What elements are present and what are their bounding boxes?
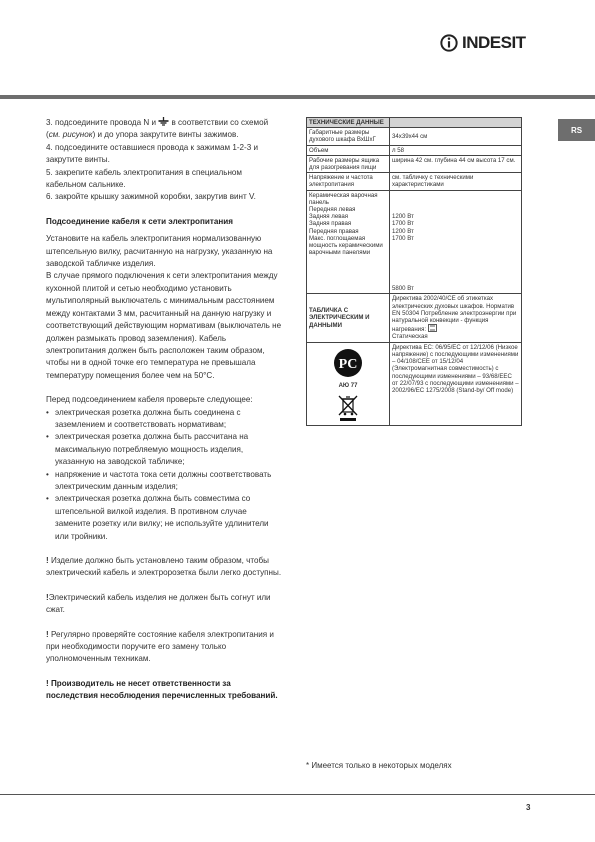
label-plate-text — [390, 294, 522, 342]
liability-disclaimer — [46, 678, 284, 703]
step-5: 5. закрепите кабель электропитания в специальном кабельном сальнике. — [46, 167, 242, 190]
warning-cable — [46, 592, 284, 617]
warning-inspection — [46, 629, 284, 666]
direct-connection-paragraph: В случае прямого подключения к сети электропитания между кухонной плитой и сетью необходимо установить мультиполярный выключатель с минимальным расстоянием между контактами 3 мм, расчитанный на данную нагрузку и соответствующий действующим нормативам (выключатель не должен размыкать провод заземления). Кабель электропитания должен быть расположен таким образом, чтобы ни в одной точке его температура не превышала температуру помещения более чем на 50°С. — [46, 271, 282, 380]
row-value: л 58 — [390, 145, 522, 155]
list-item: • напряжение и частота тока сети должны соответствовать электрическим данным изделия; — [46, 469, 284, 494]
warning-mark: ! — [46, 592, 49, 602]
figure-ref: см. рисунок — [48, 130, 93, 140]
checklist — [46, 407, 284, 543]
zone-label: Задняя правая — [309, 220, 352, 228]
warning-text: Регулярно проверяйте состояние кабеля электропитания и при необходимости поручите его замену только уполномоченным техникам. — [46, 629, 274, 664]
weee-crossed-bin-icon — [337, 394, 359, 422]
table-row — [307, 173, 522, 190]
row-label: Рабочие размеры ящика для разогревания пищи — [307, 155, 390, 172]
checklist-intro: Перед подсоединением кабеля проверьте следующее: — [46, 395, 253, 405]
warning-text: Производитель не несет ответственности за последствия несоблюдения перечисленных требований. — [46, 678, 278, 701]
warning-text: Изделие должно быть установлено таким образом, чтобы электрический кабель и электророзетка были легко доступны. — [46, 556, 282, 578]
warning-mark: ! — [46, 556, 49, 565]
zone-value: 1700 Вт — [392, 220, 414, 228]
connection-paragraph: Установите на кабель электропитания нормализованную штепсельную вилку, расчитанную на нагрузку, указанную на заводской табличке изделия. — [46, 234, 273, 269]
table-title-blank — [390, 118, 522, 128]
warning-mark: ! — [46, 678, 49, 688]
table-title: ТЕХНИЧЕСКИЕ ДАННЫЕ — [307, 118, 390, 128]
max-power-label: Макс. поглощаемая мощность керамическими варочными панелями — [309, 234, 383, 257]
brand-logo — [440, 32, 550, 54]
label-plate-row — [307, 294, 522, 342]
step-3-text-b: в соответствии со схемой ( — [46, 118, 269, 140]
installation-instructions — [46, 117, 284, 703]
max-power-value: 5800 Вт — [392, 285, 414, 293]
certification-row — [307, 342, 522, 426]
step-3-text-c: ) и до упора закрутите винты зажимов. — [92, 130, 239, 140]
step-3 — [46, 117, 284, 142]
step-4: 4. подсоедините оставшиеся провода к зажимам 1-2-3 и закрутите винты. — [46, 142, 259, 165]
table-row — [307, 145, 522, 155]
rst-certification-icon — [328, 348, 368, 378]
header-rule — [0, 95, 595, 99]
ec-directives-text: Директива ЕС: 06/95/EC от 12/12/06 (Низкое напряжение) с последующими изменениями – 04/108/CEE от 15/12/04 (Электромагнитная совместимость) с последующими изменениями – 93/68/EEC от 22/07/93 с последующими изменениями – 2002/96/EC 1275/2008 (Stand-by/ Off mode) — [390, 342, 522, 426]
zone-value: 1700 Вт — [392, 234, 414, 242]
footer-rule — [0, 794, 595, 795]
row-value: 34x39x44 см — [390, 128, 522, 145]
table-row — [307, 155, 522, 172]
list-item: • электрическая розетка должна быть соединена с заземлением и соответствовать нормативам; — [46, 407, 284, 432]
zone-label: Передняя левая — [309, 206, 356, 214]
language-tab: RS — [558, 119, 595, 141]
footnote: * Имеется только в некоторых моделях — [306, 761, 452, 770]
list-item: • электрическая розетка должна быть рассчитана на максимальную потребляемую мощность изделия, указанную на заводской табличке; — [46, 431, 284, 468]
row-value: см. табличку с техническими характеристиками — [390, 173, 522, 190]
brand-name: INDESIT — [462, 33, 526, 52]
oven-static-icon — [428, 324, 437, 332]
technical-data-table — [306, 117, 522, 426]
certification-code: АЮ 77 — [338, 382, 358, 389]
row-label: Габаритные размеры духового шкафа ВхШхГ — [307, 128, 390, 145]
ground-symbol-icon — [158, 117, 169, 126]
plate-directive: Директива 2002/40/CE об этикетках электрических духовых шкафов. Норматив EN 50304 Потребление электроэнергии при натуральной конвекции - функция нагревания: — [392, 295, 517, 334]
row-value: ширина 42 см. глубина 44 см высота 17 см. — [390, 155, 522, 172]
warning-text: Электрический кабель изделия не должен быть согнут или сжат. — [46, 592, 271, 615]
certification-marks — [307, 342, 390, 426]
table-row — [307, 128, 522, 145]
page-number: 3 — [526, 803, 531, 812]
warning-accessibility — [46, 555, 284, 580]
hob-labels — [307, 190, 390, 294]
hob-row — [307, 190, 522, 294]
zone-value: 1200 Вт — [392, 227, 414, 235]
section-heading: Подсоединение кабеля к сети электропитания — [46, 216, 233, 226]
hob-label: Керамическая варочная панель — [309, 191, 378, 206]
zone-label: Задняя левая — [309, 213, 349, 221]
list-item: • электрическая розетка должна быть совместима со штепсельной вилкой изделия. В противном случае замените розетку или вилку; не используйте удлинители или тройники. — [46, 493, 284, 543]
zone-value: 1200 Вт — [392, 213, 414, 221]
step-6: 6. закройте крышку зажимной коробки, закрутив винт V. — [46, 192, 256, 202]
step-3-text-a: 3. подсоедините провода N и — [46, 118, 156, 127]
warning-mark: ! — [46, 629, 49, 639]
hob-values — [390, 190, 522, 294]
row-label: Объем — [307, 145, 390, 155]
zone-label: Передняя правая — [309, 227, 359, 235]
svg-text:PC: PC — [338, 356, 358, 372]
label-plate-title: ТАБЛИЧКА С ЭЛЕКТРИЧЕСКИМ И ДАННЫМИ — [307, 294, 390, 342]
plate-function: Статическая — [392, 333, 428, 341]
indesit-logo-icon — [440, 34, 458, 52]
row-label: Напряжение и частота электропитания — [307, 173, 390, 190]
